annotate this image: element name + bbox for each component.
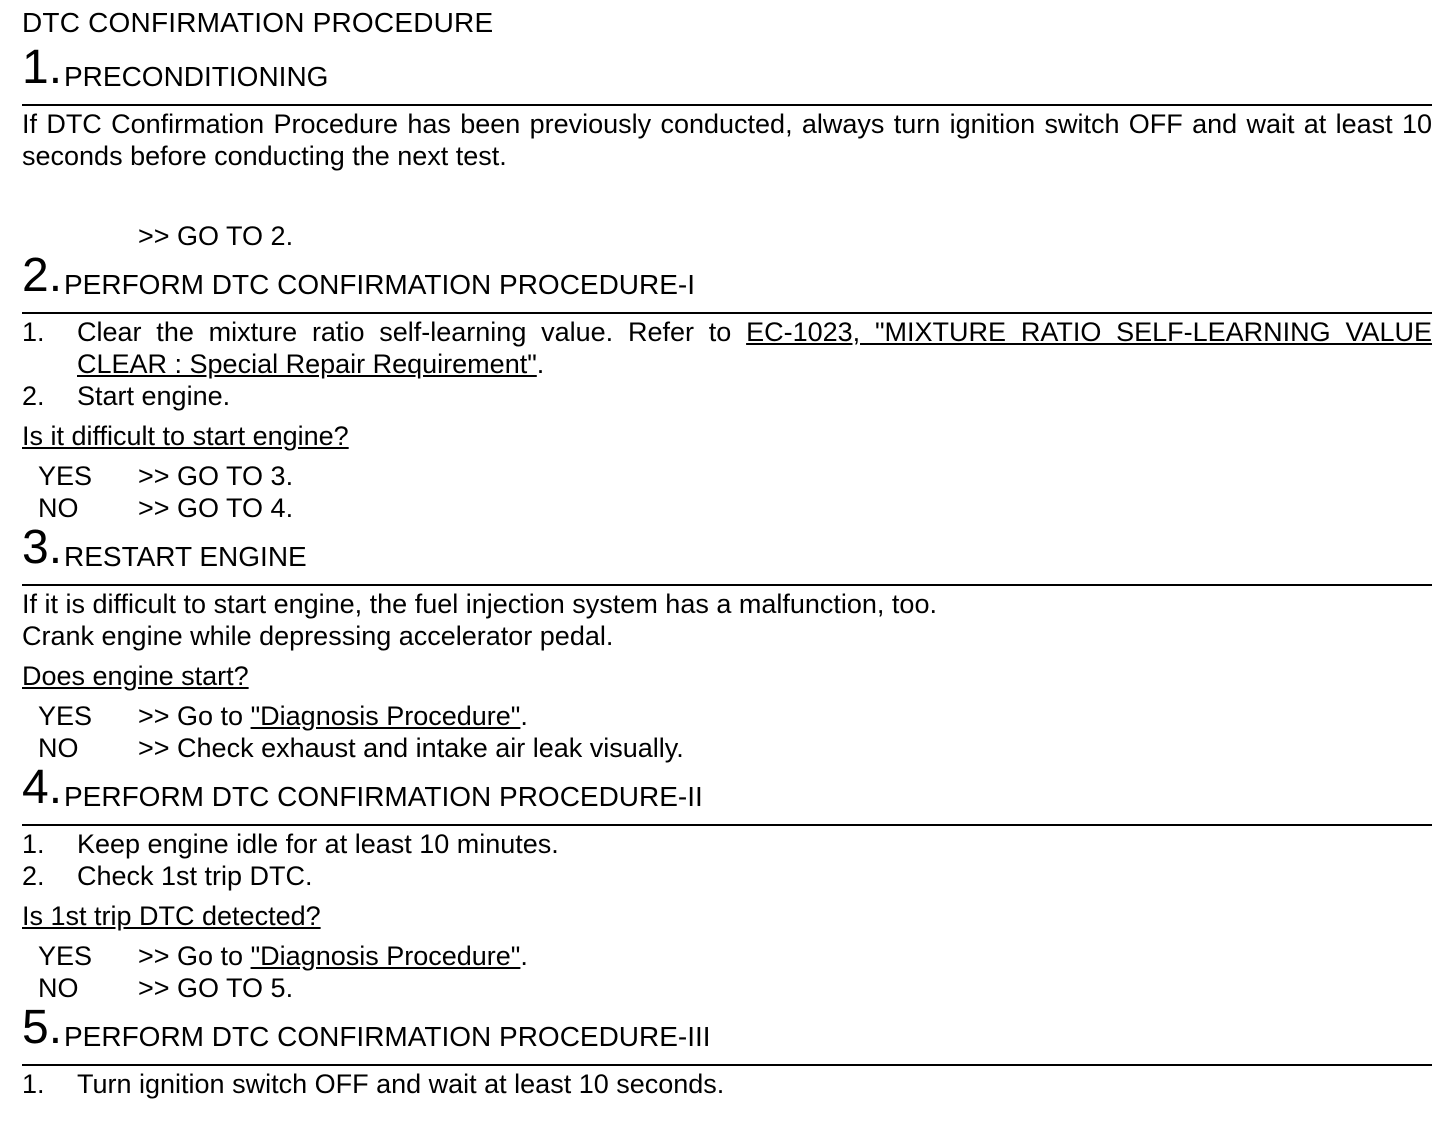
step-3-line-1: If it is difficult to start engine, the fuel injection system has a malfunction, too. <box>22 589 937 619</box>
step-2-header <box>22 249 1432 314</box>
step-1-header <box>22 41 1432 106</box>
answer-label: YES <box>38 701 93 731</box>
step-4-list <box>22 828 1432 892</box>
step-5-header <box>22 1001 1432 1066</box>
list-item-text: Keep engine idle for at least 10 minutes. <box>77 829 559 859</box>
step-5-number: 5. <box>22 1001 63 1054</box>
mixture-ratio-reference-link[interactable]: EC-1023, "MIXTURE RATIO SELF-LEARNING VALUE CLEAR : Special Repair Requirement" <box>77 317 1432 379</box>
list-item <box>22 1068 1432 1100</box>
step-5-list <box>22 1068 1432 1100</box>
answer-label: YES <box>38 941 93 971</box>
step-1-number: 1. <box>22 41 63 94</box>
document-title: DTC CONFIRMATION PROCEDURE <box>22 7 494 38</box>
list-item-number: 1. <box>22 1069 45 1099</box>
answer-text <box>138 940 528 972</box>
list-item-text: Start engine. <box>77 381 231 411</box>
diagnosis-procedure-link[interactable]: "Diagnosis Procedure" <box>250 941 521 971</box>
list-item <box>22 380 1432 412</box>
list-item-number: 2. <box>22 381 45 411</box>
step-3-question: Does engine start? <box>22 661 249 691</box>
step-4-question: Is 1st trip DTC detected? <box>22 901 321 931</box>
answer-label: NO <box>38 973 79 1003</box>
step-3-header <box>22 521 1432 586</box>
answer-text <box>138 700 528 732</box>
step-1-title: PRECONDITIONING <box>64 61 329 92</box>
answer-text: >> GO TO 3. <box>138 461 294 491</box>
answer-text: >> GO TO 4. <box>138 493 294 523</box>
answer-suffix: . <box>520 701 528 731</box>
answer-label: NO <box>38 733 79 763</box>
list-item-number: 2. <box>22 861 45 891</box>
answer-text: >> Check exhaust and intake air leak visually. <box>138 733 684 763</box>
answer-label: NO <box>38 493 79 523</box>
step-1-paragraph: If DTC Confirmation Procedure has been previously conducted, always turn ignition switch OFF and wait at least 10 seconds before conducting the next test. <box>22 109 1432 171</box>
step-4-header <box>22 761 1432 826</box>
step-4-number: 4. <box>22 761 63 814</box>
step-2-question: Is it difficult to start engine? <box>22 421 349 451</box>
answer-prefix: >> Go to <box>138 941 251 971</box>
answer-suffix: . <box>520 941 528 971</box>
list-item-number: 1. <box>22 829 45 859</box>
step-2-list <box>22 316 1432 412</box>
step-3-number: 3. <box>22 521 63 574</box>
answer-prefix: >> Go to <box>138 701 251 731</box>
step-3-line-2: Crank engine while depressing accelerator pedal. <box>22 621 614 651</box>
answer-text: >> GO TO 5. <box>138 973 294 1003</box>
list-item-text: Turn ignition switch OFF and wait at least 10 seconds. <box>77 1069 725 1099</box>
list-item-text: Check 1st trip DTC. <box>77 861 313 891</box>
step-2-number: 2. <box>22 249 63 302</box>
diagnosis-procedure-link[interactable]: "Diagnosis Procedure" <box>250 701 521 731</box>
list-item <box>22 828 1432 860</box>
step-5-title: PERFORM DTC CONFIRMATION PROCEDURE-III <box>64 1021 711 1052</box>
list-item <box>22 860 1432 892</box>
list-item <box>22 316 1432 380</box>
step-4-title: PERFORM DTC CONFIRMATION PROCEDURE-II <box>64 781 703 812</box>
goto-text: >> GO TO 2. <box>138 221 294 251</box>
list-item-suffix: . <box>536 349 545 379</box>
list-item-number: 1. <box>22 317 45 347</box>
step-2-title: PERFORM DTC CONFIRMATION PROCEDURE-I <box>64 269 696 300</box>
step-3-title: RESTART ENGINE <box>64 541 307 572</box>
list-item-text: Clear the mixture ratio self-learning value. Refer to <box>77 317 747 347</box>
answer-label: YES <box>38 461 93 491</box>
